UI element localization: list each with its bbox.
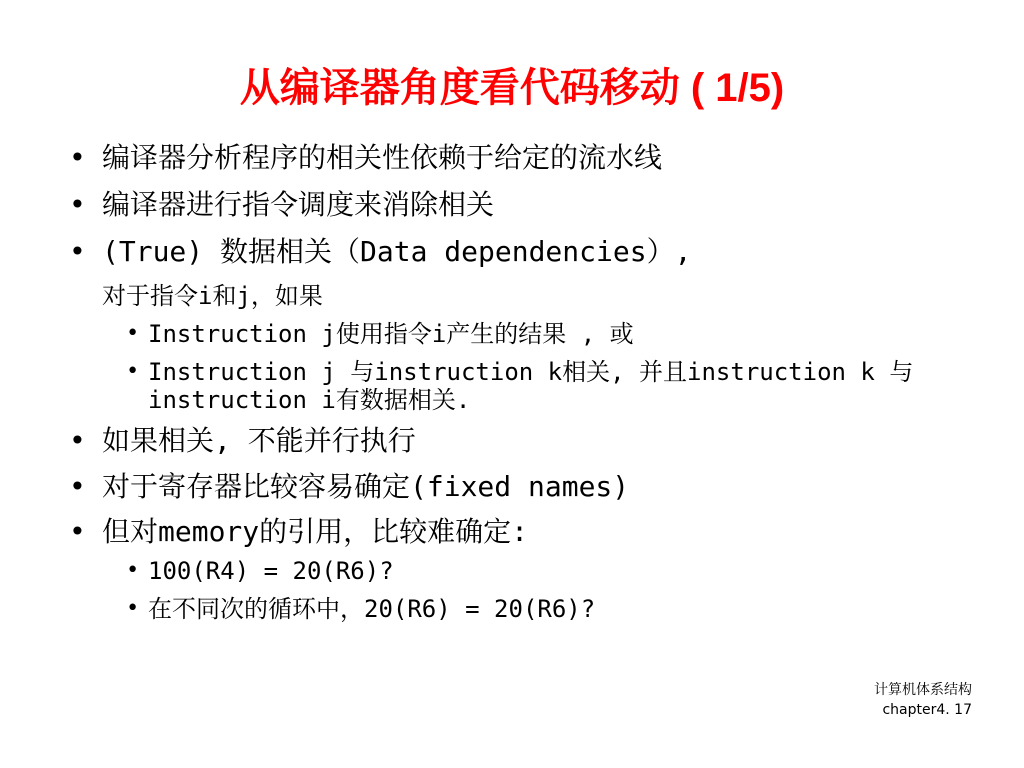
bullet-text: 编译器进行指令调度来消除相关 [102, 188, 495, 221]
bullet-item [69, 234, 692, 270]
sub-bullet-item [126, 557, 394, 585]
footer-course-name: 计算机体系结构 [874, 682, 972, 698]
bullet-text: (True) 数据相关（Data dependencies）, [102, 235, 692, 268]
sub-bullet-icon: • [126, 558, 140, 583]
bullet-item [69, 514, 529, 550]
sub-bullet-text: 在不同次的循环中，20(R6) = 20(R6)? [148, 595, 596, 623]
sub-bullet-text: instruction i有数据相关. [148, 386, 471, 414]
slide-title: 从编译器角度看代码移动 ( 1/5) [239, 66, 785, 110]
sub-bullet-text: 100(R4) = 20(R6)? [148, 557, 394, 585]
continuation-line [102, 282, 323, 310]
slide-footer [874, 680, 972, 720]
sub-bullet-item [126, 320, 634, 348]
bullet-item [69, 140, 663, 176]
bullet-icon: • [69, 424, 86, 457]
footer-page-number: chapter4. 17 [882, 702, 972, 718]
bullet-text: 对于寄存器比较容易确定(fixed names) [102, 470, 630, 503]
sub-bullet-icon: • [126, 321, 140, 346]
bullet-icon: • [69, 141, 86, 174]
bullet-icon: • [69, 470, 86, 503]
bullet-icon: • [69, 515, 86, 548]
sub-bullet-text: Instruction j使用指令i产生的结果 , 或 [148, 320, 634, 348]
bullet-item [69, 469, 630, 505]
sub-bullet-continuation [148, 386, 470, 414]
bullet-icon: • [69, 235, 86, 268]
sub-bullet-icon: • [126, 596, 140, 621]
sub-bullet-text: Instruction j 与instruction k相关, 并且instruction k 与 [148, 358, 914, 386]
bullet-item [69, 423, 416, 459]
bullet-text: 如果相关, 不能并行执行 [102, 424, 416, 457]
sub-bullet-item [126, 595, 596, 623]
bullet-icon: • [69, 188, 86, 221]
sub-bullet-item [126, 358, 914, 386]
bullet-text: 但对memory的引用，比较难确定: [102, 515, 529, 548]
continuation-text: 对于指令i和j，如果 [102, 282, 323, 310]
bullet-item [69, 187, 495, 223]
sub-bullet-icon: • [126, 359, 140, 384]
bullet-text: 编译器分析程序的相关性依赖于给定的流水线 [102, 141, 663, 174]
